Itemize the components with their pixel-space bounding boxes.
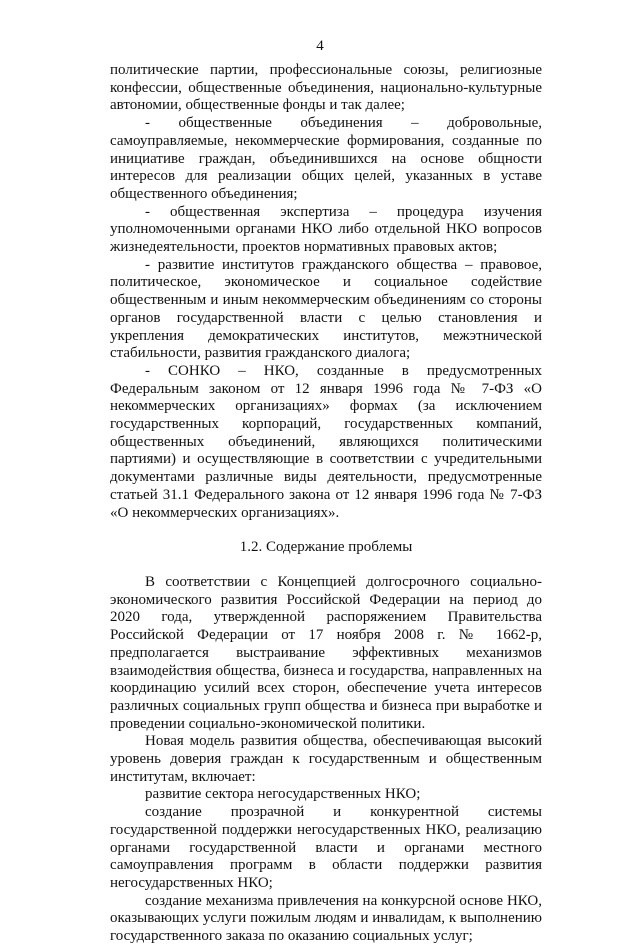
- section-heading: 1.2. Содержание проблемы: [239, 539, 413, 556]
- paragraph-concept: В соответствии с Концепцией долгосрочного социально-экономического развития Российской Федерации на период до 2020 года, утвержденной распоряжением Правительства Российской Федерации от 17 ноября 2008 г. № 1662-р, предполагается выстраивание эффективных механизмов взаимодействия общества, бизнеса и государства, направленных на координацию усилий всех сторон, обеспечение учета интересов различных социальных групп общества и бизнеса при выработке и проведении социально-экономической политики.: [110, 573, 542, 732]
- definition-civil-society-development: - развитие институтов гражданского общества – правовое, политическое, экономическое и социальное содействие общественным и иным некоммерческим объединениям со стороны органов государственной власти с целью становления и укрепления демократических институтов, межэтнической стабильности, развития гражданского диалога;: [110, 256, 542, 362]
- paragraph-new-model: Новая модель развития общества, обеспечивающая высокий уровень доверия граждан к государственным и общественным институтам, включает:: [110, 733, 542, 785]
- definition-sonko: - СОНКО – НКО, созданные в предусмотренных Федеральным законом от 12 января 1996 года № 7-ФЗ «О некоммерческих организациях» формах (за исключением государственных корпораций, государственных компаний, общественных объединений, являющихся политическими партиями) и осуществляющие в соответствии с учредительными документами различные виды деятельности, предусмотренные статьей 31.1 Федерального закона от 12 января 1996 года № 7-ФЗ «О некоммерческих организациях».: [110, 362, 542, 521]
- list-item-state-order-mechanism: создание механизма привлечения на конкурсной основе НКО, оказывающих услуги пожилым людям и инвалидам, к выполнению государственного заказа по оказанию социальных услуг;: [110, 892, 542, 945]
- definition-public-associations: - общественные объединения – добровольные, самоуправляемые, некоммерческие формирования, созданные по инициативе граждан, объединившихся на основе общности интересов для реализации общих целей, указанных в уставе общественного объединения;: [110, 115, 542, 202]
- list-item-support-system: создание прозрачной и конкурентной системы государственной поддержки негосударственных НКО, реализацию органами государственной власти и органами местного самоуправления программ в области поддержки развития негосударственных НКО;: [110, 804, 542, 891]
- list-item-sector-development: развитие сектора негосударственных НКО;: [145, 786, 421, 803]
- page-number: 4: [316, 38, 324, 54]
- definition-continuation: политические партии, профессиональные союзы, религиозные конфессии, общественные объединения, национально-культурные автономии, общественные фонды и так далее;: [110, 62, 542, 114]
- document-body: [110, 62, 542, 946]
- definition-public-expertise: - общественная экспертиза – процедура изучения уполномоченными органами НКО либо отдельной НКО вопросов жизнедеятельности, проектов нормативных правовых актов;: [110, 203, 542, 256]
